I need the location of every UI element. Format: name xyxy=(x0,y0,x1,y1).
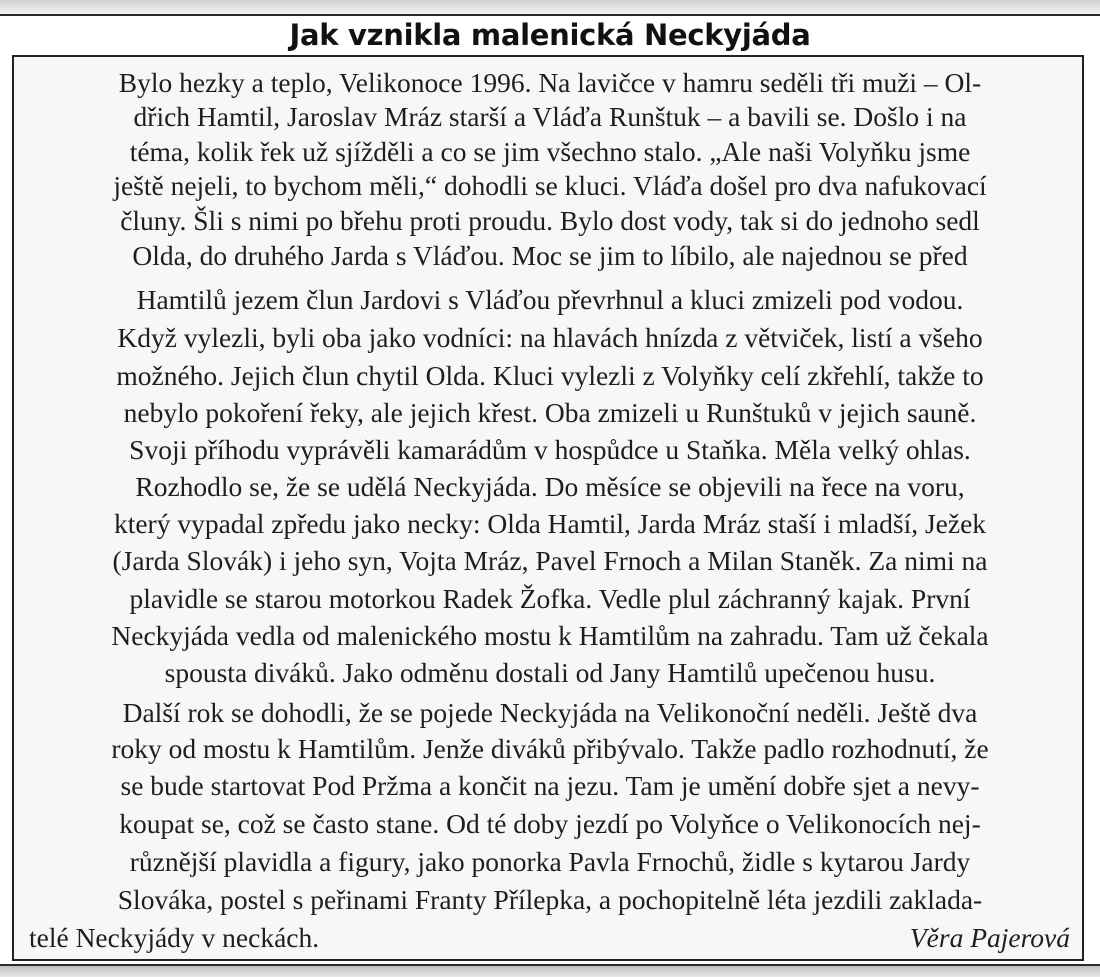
text-line: telé Neckyjády v neckách. xyxy=(29,922,320,953)
text-line: který vypadal zpředu jako necky: Olda Hamtil, Jarda Mráz staší i mladší, Ježek xyxy=(113,508,987,539)
text-line: Bylo hezky a teplo, Velikonoce 1996. Na lavičce v hamru seděli tři muži – Ol- xyxy=(118,67,982,98)
text-line: Když vylezli, byli oba jako vodníci: na hlavách hnízda z větviček, listí a všeho xyxy=(117,322,983,353)
text-line: téma, kolik řek už sjížděli a co se jim všechno stalo. „Ale naši Volyňku jsme xyxy=(129,136,971,167)
bottom-border xyxy=(0,964,1100,977)
text-line: Další rok se dohodli, že se pojede Neckyjáda na Velikonoční neděli. Ještě dva xyxy=(122,697,978,728)
text-line: Neckyjáda vedla od malenického mostu k Hamtilům na zahradu. Tam už čekala xyxy=(111,620,989,651)
text-line: Slováka, postel s peřinami Franty Přílepka, a pochopitelně léta jezdili zaklada- xyxy=(117,884,983,915)
author-signature: Věra Pajerová xyxy=(909,922,1070,953)
text-line: nebylo pokoření řeky, ale jejich křest. Oba zmizeli u Runštuků v jejich sauně. xyxy=(123,397,977,428)
text-line: (Jarda Slovák) i jeho syn, Vojta Mráz, Pavel Frnoch a Milan Staněk. Za nimi na xyxy=(112,545,988,576)
text-line: roky od mostu k Hamtilům. Jenže diváků přibývalo. Takže padlo rozhodnutí, že xyxy=(111,733,989,764)
text-line: čluny. Šli s nimi po břehu proti proudu. Bylo dost vody, tak si do jednoho sedl xyxy=(120,205,980,236)
text-line: plavidle se starou motorkou Radek Žofka. Vedle plul záchranný kajak. První xyxy=(129,583,971,614)
text-line: ještě nejeli, to bychom měli,“ dohodli se kluci. Vláďa došel pro dva nafukovací xyxy=(113,170,987,201)
text-line: různější plavidla a figury, jako ponorka Pavla Frnochů, židle s kytarou Jardy xyxy=(129,846,971,877)
text-line: spousta diváků. Jako odměnu dostali od Jany Hamtilů upečenou husu. xyxy=(164,657,936,688)
text-line: Rozhodlo se, že se udělá Neckyjáda. Do měsíce se objevili na řece na voru, xyxy=(135,471,965,502)
text-line: možného. Jejich člun chytil Olda. Kluci vylezli z Volyňky celí zkřehlí, takže to xyxy=(116,360,984,391)
article-title: Jak vznikla malenická Neckyjáda xyxy=(289,18,811,52)
text-line: Olda, do druhého Jarda s Vláďou. Moc se jim to líbilo, ale najednou se před xyxy=(132,240,968,271)
text-line: koupat se, což se často stane. Od té doby jezdí po Volyňce o Velikonocích nej- xyxy=(119,808,981,839)
text-line: Hamtilů jezem člun Jardovi s Vláďou převrhnul a kluci zmizeli pod vodou. xyxy=(136,284,964,315)
text-line: dřich Hamtil, Jaroslav Mráz starší a Vláďa Runštuk – a bavili se. Došlo i na xyxy=(133,101,967,132)
text-line: se bude startovat Pod Pržma a končit na jezu. Tam je umění dobře sjet a nevy- xyxy=(120,770,980,801)
text-line: Svoji příhodu vyprávěli kamarádům v hospůdce u Staňka. Měla velký ohlas. xyxy=(129,434,971,465)
